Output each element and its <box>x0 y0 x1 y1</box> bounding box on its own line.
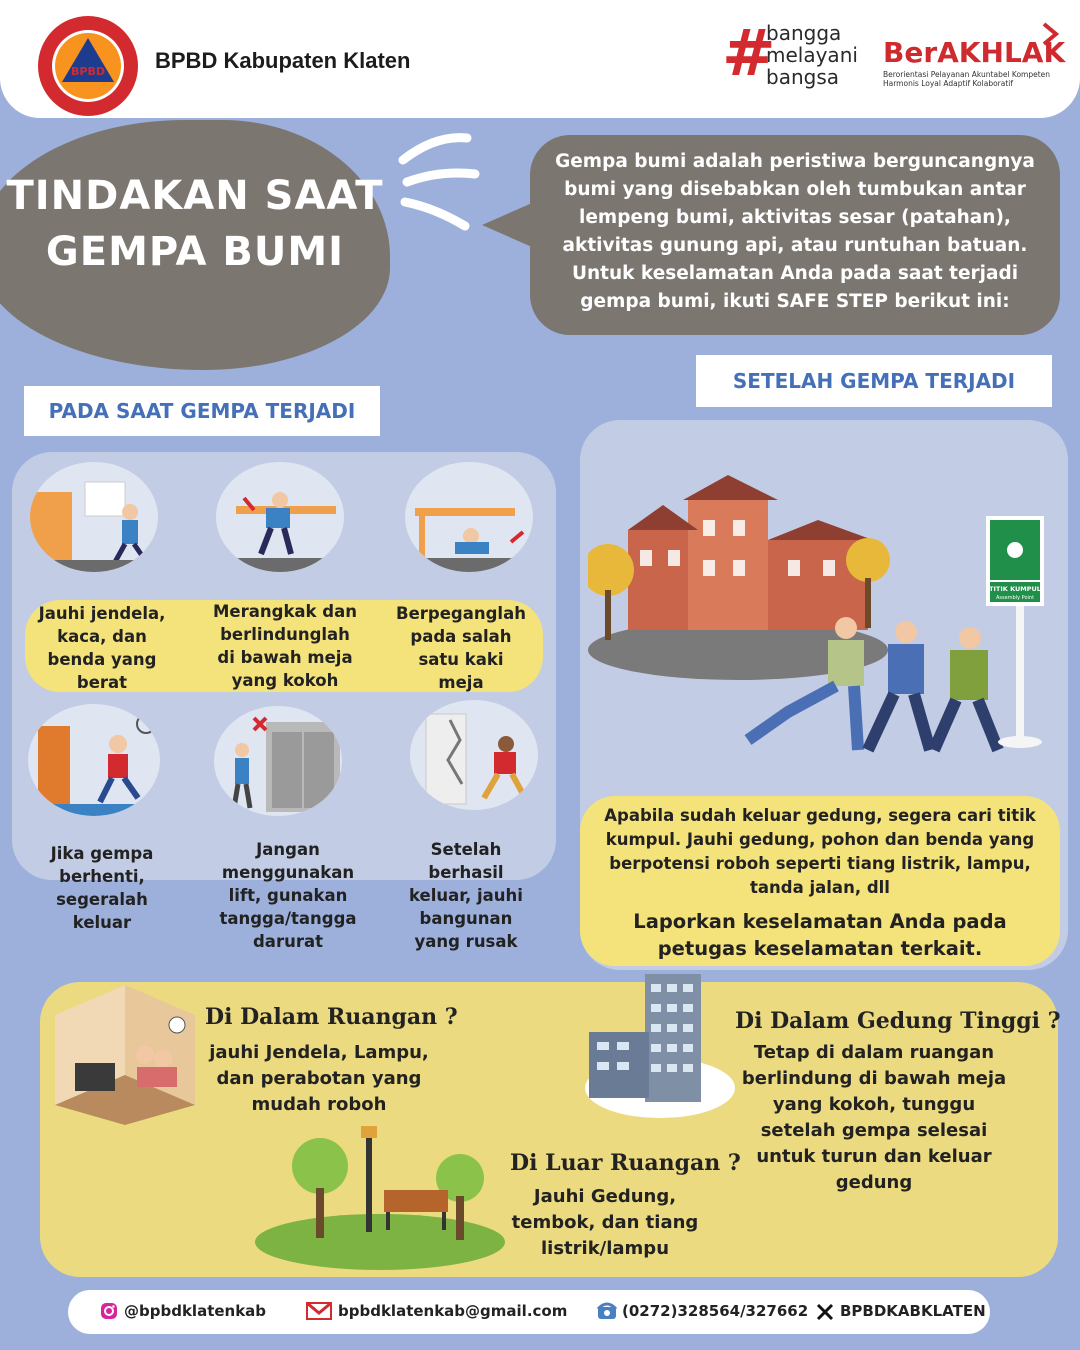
title-line1: TINDAKAN SAAT <box>6 173 384 219</box>
akhlak-logo: BerAKHLAK <box>883 36 1066 69</box>
step-caption-4: Jika gempa berhenti, segeralah keluar <box>50 844 154 932</box>
after-label: SETELAH GEMPA TERJADI <box>696 355 1052 407</box>
x-handle[interactable]: BPBDKABKLATEN <box>840 1302 986 1320</box>
sign-subtitle: Assembly Point <box>995 595 1035 601</box>
hash-icon: # <box>722 17 776 91</box>
step-caption-3: Berpeganglah pada salah satu kaki meja <box>396 604 526 692</box>
campaign-line1: bangga <box>766 21 842 45</box>
step1-illustration <box>30 462 158 572</box>
phone-number[interactable]: (0272)328564/327662 <box>622 1302 809 1320</box>
step-caption-1: Jauhi jendela, kaca, dan benda yang berat <box>38 604 166 692</box>
org-name: BPBD Kabupaten Klaten <box>155 48 411 73</box>
intro-pointer <box>482 203 532 247</box>
after-text1: Apabila sudah keluar gedung, segera cari titik kumpul. Jauhi gedung, pohon dan benda yang berpotensi roboh seperti tiang listrik, lampu, tanda jalan, dll <box>604 806 1036 897</box>
outdoor-text: Jauhi Gedung, tembok, dan tiang listrik/lampu <box>511 1186 699 1259</box>
bpbd-logo <box>36 14 140 118</box>
step-caption-2: Merangkak dan berlindunglah di bawah meja yang kokoh <box>213 602 357 690</box>
step5-illustration <box>214 706 342 816</box>
indoor-illustration <box>45 985 205 1125</box>
tower-illustration <box>585 970 735 1120</box>
sign-title: TITIK KUMPUL <box>989 585 1041 593</box>
instagram-handle[interactable]: @bpbdklatenkab <box>124 1302 267 1320</box>
after-illustration <box>588 450 1068 780</box>
akhlak-subtitle: Berorientasi Pelayanan Akuntabel Kompeten Harmonis Loyal Adaptif Kolaboratif <box>883 70 1051 88</box>
chevron-right-icon <box>1040 22 1060 46</box>
intro-text: Gempa bumi adalah peristiwa berguncangnya bumi yang disebabkan oleh tumbukan antar lempeng bumi, aktivitas sesar (patahan), aktivitas gunung api, atau runtuhan batuan. Untuk keselamatan Anda pada saat terjadi gempa bumi, ikuti SAFE STEP berikut ini: <box>555 151 1035 312</box>
logo-text: BPBD <box>71 65 105 78</box>
email-icon <box>306 1301 332 1321</box>
instagram-icon <box>100 1302 118 1320</box>
step4-illustration <box>28 704 160 816</box>
indoor-text: jauhi Jendela, Lampu, dan perabotan yang mudah roboh <box>209 1042 429 1115</box>
park-illustration <box>250 1122 510 1272</box>
page-title <box>0 168 390 280</box>
phone-icon <box>596 1301 618 1321</box>
x-icon <box>816 1303 834 1321</box>
after-text2: Laporkan keselamatan Anda pada petugas keselamatan terkait. <box>633 910 1007 960</box>
tower-text: Tetap di dalam ruangan berlindung di bawah meja yang kokoh, tunggu setelah gempa selesai untuk turun dan keluar gedung <box>741 1042 1007 1193</box>
during-label: PADA SAAT GEMPA TERJADI <box>24 386 380 436</box>
campaign-line2: melayani <box>766 43 858 67</box>
title-line2: GEMPA BUMI <box>45 229 345 275</box>
shake-lines-icon <box>395 130 480 235</box>
step3-illustration <box>405 462 533 572</box>
outdoor-title: Di Luar Ruangan ? <box>510 1150 741 1176</box>
tower-title: Di Dalam Gedung Tinggi ? <box>735 1008 1061 1034</box>
step6-illustration <box>410 700 538 810</box>
campaign-logo <box>722 17 872 92</box>
email-address[interactable]: bpbdklatenkab@gmail.com <box>338 1302 568 1320</box>
campaign-line3: bangsa <box>766 65 839 89</box>
indoor-title: Di Dalam Ruangan ? <box>205 1004 458 1030</box>
step2-illustration <box>216 462 344 572</box>
step-caption-6: Setelah berhasil keluar, jauhi bangunan yang rusak <box>409 840 523 951</box>
step-caption-5: Jangan menggunakan lift, gunakan tangga/tangga darurat <box>219 840 357 951</box>
